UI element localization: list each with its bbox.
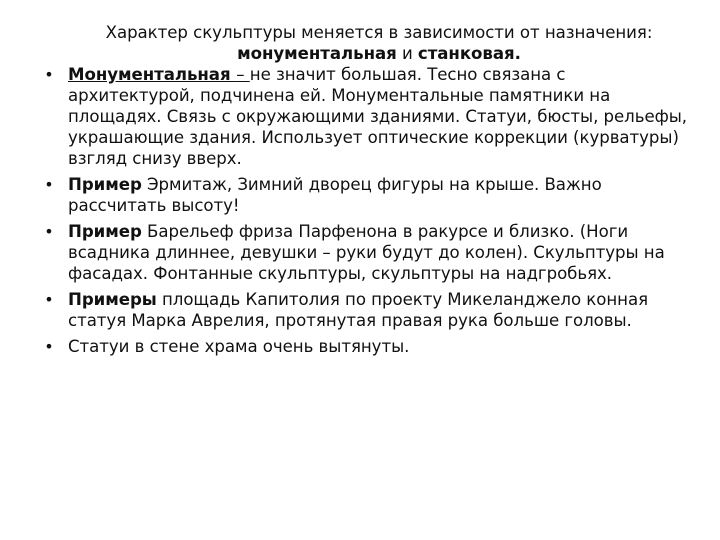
list-item — [40, 289, 690, 331]
slide-content — [40, 22, 690, 362]
bullet-icon: • — [44, 337, 54, 356]
intro-paragraph — [68, 22, 690, 64]
bullet-lead-term: Примеры — [68, 290, 157, 309]
intro-conjunction: и — [396, 44, 418, 63]
intro-line: Характер скульптуры меняется в зависимости от назначения: — [105, 23, 653, 42]
bullet-lead-term: Монументальная — [68, 65, 237, 84]
intro-subline — [68, 43, 690, 64]
list-item — [40, 221, 690, 284]
bullet-text: Статуи в стене храма очень вытянуты. — [68, 337, 410, 356]
list-item — [40, 336, 690, 357]
bullet-lead — [68, 65, 250, 84]
bullet-text: площадь Капитолия по проекту Микеланджело конная статуя Марка Аврелия, протянутая правая рука больше головы. — [68, 290, 649, 330]
bullet-icon: • — [44, 175, 54, 194]
bullet-text: не значит большая. Тесно связана с архитектурой, подчинена ей. Монументальные памятники на площадях. Связь с окружающими зданиями. Статуи, бюсты, рельефы, украшающие здания. Использует оптические коррекции (курватуры) взгляд снизу вверх. — [68, 65, 688, 168]
term-easel: станковая. — [417, 44, 521, 63]
bullet-lead-term: Пример — [68, 175, 142, 194]
bullet-text: Эрмитаж, Зимний дворец фигуры на крыше. Важно рассчитать высоту! — [68, 175, 602, 215]
list-item — [40, 64, 690, 169]
bullet-list — [40, 64, 690, 357]
bullet-icon: • — [44, 65, 54, 84]
bullet-lead-term: Пример — [68, 222, 142, 241]
bullet-icon: • — [44, 290, 54, 309]
bullet-icon: • — [44, 222, 54, 241]
bullet-lead-dash: – — [236, 65, 250, 84]
list-item — [40, 174, 690, 216]
term-monumental: монументальная — [237, 44, 397, 63]
bullet-text: Барельеф фриза Парфенона в ракурсе и близко. (Ноги всадника длиннее, девушки – руки будут до колен). Скульптуры на фасадах. Фонтанные скульптуры, скульптуры на надгробьях. — [68, 222, 665, 283]
